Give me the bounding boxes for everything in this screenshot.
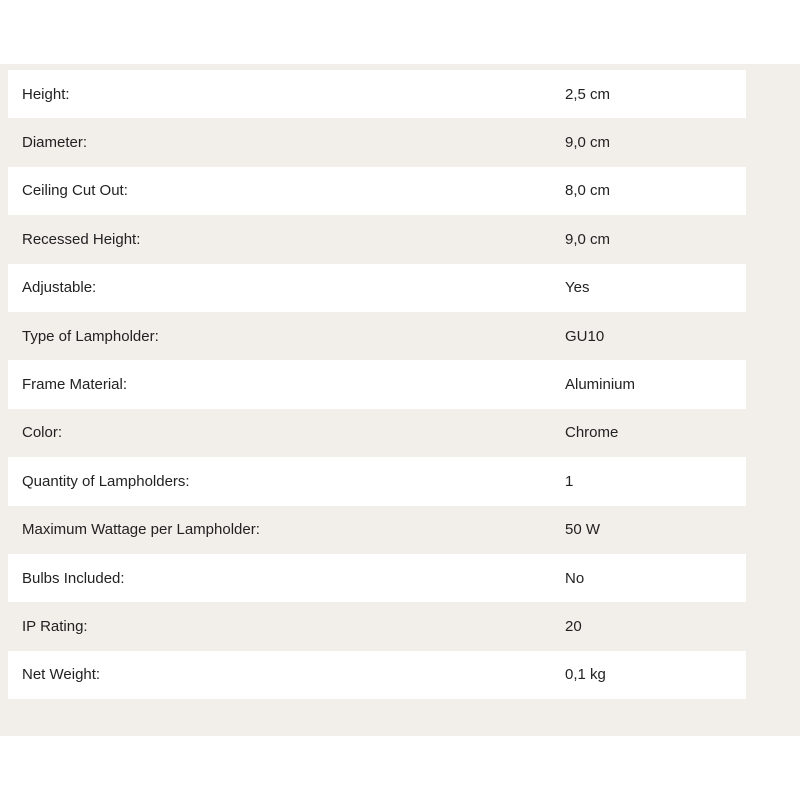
spec-label: Maximum Wattage per Lampholder: (22, 521, 260, 539)
spec-value: 8,0 cm (565, 182, 611, 200)
spec-value: 9,0 cm (565, 134, 611, 152)
spec-row-lampholder-type (8, 312, 746, 360)
spec-label: Recessed Height: (22, 230, 141, 248)
spec-value: GU10 (565, 327, 605, 345)
spec-row-lampholder-quantity (8, 457, 746, 505)
spec-value: 20 (565, 617, 582, 635)
spec-row-net-weight (8, 651, 746, 699)
spec-value: Chrome (565, 424, 619, 442)
spec-row-ip-rating (8, 602, 746, 650)
spec-value: 1 (565, 472, 574, 490)
spec-label: Frame Material: (22, 376, 128, 394)
spec-row-ceiling-cut-out (8, 167, 746, 215)
spec-label: Diameter: (22, 134, 88, 152)
spec-label: Quantity of Lampholders: (22, 472, 190, 490)
spec-value: 0,1 kg (565, 666, 606, 684)
spec-label: Ceiling Cut Out: (22, 182, 128, 200)
spec-label: Net Weight: (22, 666, 101, 684)
spec-row-recessed-height (8, 215, 746, 263)
spec-value: Aluminium (565, 376, 636, 394)
spec-label: Height: (22, 85, 70, 103)
spec-value: Yes (565, 279, 590, 297)
spec-row-max-wattage (8, 506, 746, 554)
spec-label: Bulbs Included: (22, 569, 125, 587)
spec-row-frame-material (8, 360, 746, 408)
spec-label: Color: (22, 424, 63, 442)
specifications-table (8, 70, 746, 699)
spec-value: No (565, 569, 585, 587)
spec-row-height (8, 70, 746, 118)
spec-value: 9,0 cm (565, 230, 611, 248)
spec-row-color (8, 409, 746, 457)
spec-value: 50 W (565, 521, 601, 539)
spec-value: 2,5 cm (565, 85, 611, 103)
spec-row-adjustable (8, 264, 746, 312)
spec-row-bulbs-included (8, 554, 746, 602)
spec-label: IP Rating: (22, 617, 88, 635)
spec-label: Adjustable: (22, 279, 97, 297)
spec-row-diameter (8, 118, 746, 166)
spec-label: Type of Lampholder: (22, 327, 159, 345)
